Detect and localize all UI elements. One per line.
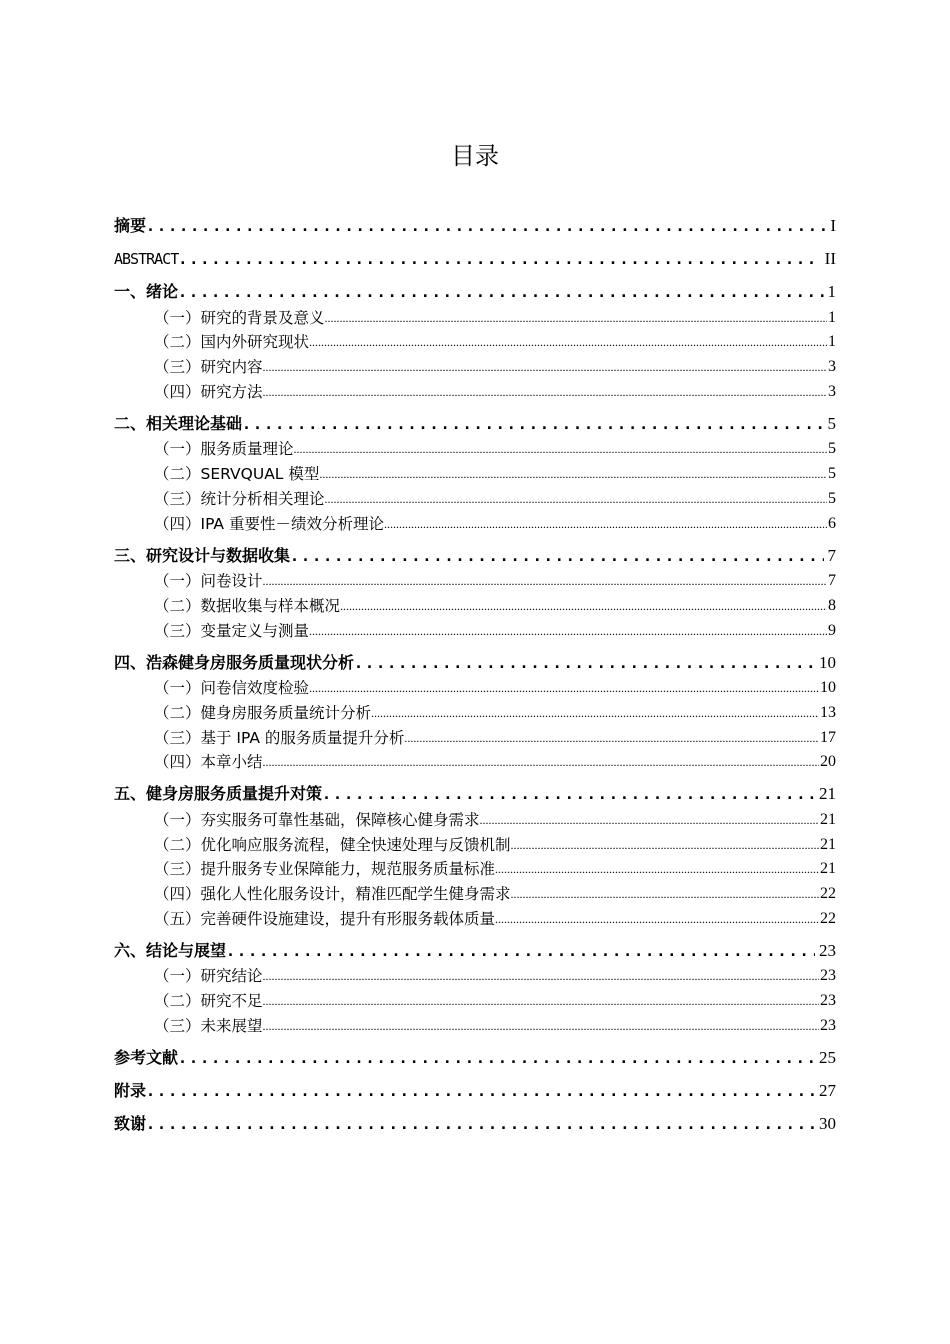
toc-entry-label: 一、绪论 bbox=[114, 282, 179, 301]
toc-entry-label: （四）研究方法 bbox=[154, 382, 263, 401]
toc-leader-dots bbox=[340, 595, 827, 617]
toc-entry-section[interactable] bbox=[114, 568, 836, 593]
toc-entry-label: （三）未来展望 bbox=[154, 1016, 263, 1035]
toc-entry-page: 9 bbox=[827, 620, 836, 642]
toc-leader-dots bbox=[146, 215, 826, 237]
toc-entry-page: 6 bbox=[827, 513, 836, 535]
toc-leader-dots bbox=[146, 1080, 815, 1102]
toc-entry-page: 5 bbox=[827, 438, 836, 460]
toc-entry-page: 23 bbox=[819, 990, 836, 1012]
toc-leader-dots bbox=[404, 727, 819, 749]
toc-entry-section[interactable] bbox=[114, 856, 836, 881]
toc-entry-page: 21 bbox=[815, 783, 836, 805]
toc-entry-page: 10 bbox=[815, 652, 836, 674]
toc-entry-section[interactable] bbox=[114, 304, 836, 329]
toc-entry-acknowledgements[interactable] bbox=[114, 1103, 836, 1136]
toc-entry-page: 5 bbox=[827, 463, 836, 485]
toc-entry-label: 三、研究设计与数据收集 bbox=[114, 545, 291, 565]
toc-entry-page: 21 bbox=[819, 858, 836, 880]
toc-leader-dots bbox=[309, 331, 827, 353]
toc-entry-label: （三）变量定义与测量 bbox=[154, 621, 310, 640]
toc-entry-label: （一）问卷信效度检验 bbox=[154, 679, 310, 698]
toc-entry-page: 13 bbox=[819, 702, 836, 724]
toc-entry-page: 21 bbox=[819, 809, 836, 831]
toc-entry-page: 21 bbox=[819, 834, 836, 856]
toc-leader-dots bbox=[511, 834, 819, 856]
toc-entry-references[interactable] bbox=[114, 1037, 836, 1070]
toc-entry-label: 附录 bbox=[114, 1080, 147, 1100]
toc-entry-page: 23 bbox=[819, 965, 836, 987]
toc-entry-section[interactable] bbox=[114, 485, 836, 510]
toc-leader-dots bbox=[178, 1047, 815, 1069]
toc-entry-chapter-6[interactable] bbox=[114, 930, 836, 963]
toc-entry-label: （一）问卷设计 bbox=[154, 572, 263, 591]
toc-entry-label: （一）服务质量理论 bbox=[154, 440, 294, 459]
toc-entry-chapter-5[interactable] bbox=[114, 773, 836, 806]
toc-entry-chapter-2[interactable] bbox=[114, 403, 836, 436]
toc-entry-chapter-3[interactable] bbox=[114, 535, 836, 568]
toc-entry-section[interactable] bbox=[114, 699, 836, 724]
toc-leader-dots bbox=[309, 620, 827, 642]
toc-leader-dots bbox=[495, 858, 819, 880]
toc-leader-dots bbox=[263, 990, 819, 1012]
toc-entry-label: （四）强化人性化服务设计，精准匹配学生健身需求 bbox=[154, 885, 511, 904]
toc-entry-page: 7 bbox=[824, 545, 837, 567]
toc-entry-section[interactable] bbox=[114, 675, 836, 700]
toc-entry-page: II bbox=[821, 248, 836, 270]
toc-leader-dots bbox=[263, 570, 827, 592]
toc-entry-label: （四）本章小结 bbox=[154, 753, 263, 772]
toc-entry-page: 5 bbox=[827, 488, 836, 510]
toc-entry-page: 8 bbox=[827, 595, 836, 617]
toc-entry-label: 致谢 bbox=[114, 1113, 147, 1133]
toc-entry-label: （二）数据收集与样本概况 bbox=[154, 596, 341, 615]
toc-leader-dots bbox=[322, 783, 815, 805]
toc-entry-section[interactable] bbox=[114, 617, 836, 642]
toc-entry-label: 参考文献 bbox=[114, 1047, 179, 1067]
toc-entry-label: 二、相关理论基础 bbox=[114, 413, 243, 433]
toc-entry-label: （二）优化响应服务流程，健全快速处理与反馈机制 bbox=[154, 835, 511, 854]
toc-entry-label: （二）SERVQUAL 模型 bbox=[154, 465, 320, 484]
table-of-contents bbox=[114, 205, 836, 1136]
toc-entry-label: （三）基于 IPA 的服务质量提升分析 bbox=[154, 728, 405, 747]
toc-leader-dots bbox=[263, 381, 827, 403]
toc-entry-label: 四、浩森健身房服务质量现状分析 bbox=[114, 652, 355, 672]
toc-leader-dots bbox=[263, 751, 819, 773]
toc-entry-section[interactable] bbox=[114, 510, 836, 535]
toc-entry-page: 20 bbox=[819, 751, 836, 773]
toc-entry-section[interactable] bbox=[114, 460, 836, 485]
toc-entry-page: 23 bbox=[815, 940, 836, 962]
toc-entry-section[interactable] bbox=[114, 724, 836, 749]
toc-leader-dots bbox=[263, 1015, 819, 1037]
toc-leader-dots bbox=[495, 908, 819, 930]
toc-entry-page: 1 bbox=[827, 331, 836, 353]
toc-entry-page: 5 bbox=[824, 413, 837, 435]
toc-entry-section[interactable] bbox=[114, 905, 836, 930]
toc-leader-dots bbox=[480, 809, 819, 831]
toc-entry-section[interactable] bbox=[114, 880, 836, 905]
toc-entry-page: 23 bbox=[819, 1015, 836, 1037]
toc-entry-page: I bbox=[826, 215, 836, 237]
toc-entry-abstract-cn[interactable] bbox=[114, 205, 836, 238]
toc-entry-page: 17 bbox=[819, 727, 836, 749]
toc-entry-label: （二）健身房服务质量统计分析 bbox=[154, 703, 372, 722]
toc-leader-dots bbox=[242, 413, 823, 435]
toc-leader-dots bbox=[354, 652, 815, 674]
toc-entry-page: 10 bbox=[819, 677, 836, 699]
toc-entry-label: （二）国内外研究现状 bbox=[154, 333, 310, 352]
toc-entry-abstract-en[interactable] bbox=[114, 238, 836, 271]
toc-leader-dots bbox=[263, 356, 827, 378]
toc-entry-page: 25 bbox=[815, 1047, 836, 1069]
toc-leader-dots bbox=[146, 1113, 815, 1135]
toc-entry-label: 摘要 bbox=[114, 216, 147, 235]
toc-entry-section[interactable] bbox=[114, 806, 836, 831]
toc-entry-label: （一）研究的背景及意义 bbox=[154, 308, 325, 327]
toc-leader-dots bbox=[290, 545, 823, 567]
toc-leader-dots bbox=[309, 677, 819, 699]
toc-leader-dots bbox=[325, 307, 827, 329]
toc-leader-dots bbox=[178, 248, 820, 270]
toc-entry-page: 30 bbox=[815, 1113, 836, 1135]
toc-entry-section[interactable] bbox=[114, 831, 836, 856]
toc-leader-dots bbox=[384, 513, 827, 535]
toc-leader-dots bbox=[263, 965, 819, 987]
toc-entry-section[interactable] bbox=[114, 1012, 836, 1037]
toc-leader-dots bbox=[178, 281, 823, 303]
toc-entry-page: 1 bbox=[827, 307, 836, 329]
toc-entry-label: 五、健身房服务质量提升对策 bbox=[114, 784, 323, 804]
toc-entry-page: 3 bbox=[827, 356, 836, 378]
toc-leader-dots bbox=[371, 702, 819, 724]
toc-entry-page: 1 bbox=[824, 281, 837, 303]
toc-entry-label: 六、结论与展望 bbox=[114, 940, 227, 960]
toc-entry-page: 22 bbox=[819, 883, 836, 905]
toc-entry-section[interactable] bbox=[114, 987, 836, 1012]
toc-entry-appendix[interactable] bbox=[114, 1070, 836, 1103]
toc-entry-section[interactable] bbox=[114, 329, 836, 354]
toc-entry-label: （二）研究不足 bbox=[154, 992, 263, 1011]
toc-entry-page: 3 bbox=[827, 381, 836, 403]
toc-entry-chapter-4[interactable] bbox=[114, 642, 836, 675]
toc-entry-section[interactable] bbox=[114, 436, 836, 461]
toc-leader-dots bbox=[226, 940, 815, 962]
toc-entry-section[interactable] bbox=[114, 749, 836, 774]
toc-entry-page: 7 bbox=[827, 570, 836, 592]
toc-entry-label: （三）研究内容 bbox=[154, 358, 263, 377]
toc-entry-section[interactable] bbox=[114, 963, 836, 988]
toc-entry-page: 22 bbox=[819, 908, 836, 930]
toc-entry-page: 27 bbox=[815, 1080, 836, 1102]
toc-leader-dots bbox=[294, 438, 827, 460]
toc-entry-section[interactable] bbox=[114, 592, 836, 617]
toc-leader-dots bbox=[511, 883, 819, 905]
toc-entry-label: （三）提升服务专业保障能力，规范服务质量标准 bbox=[154, 860, 496, 879]
page-title: 目录 bbox=[451, 142, 499, 170]
toc-entry-label: （三）统计分析相关理论 bbox=[154, 489, 325, 508]
toc-entry-section[interactable] bbox=[114, 378, 836, 403]
toc-entry-chapter-1[interactable] bbox=[114, 271, 836, 304]
toc-entry-label: ABSTRACT bbox=[114, 250, 179, 268]
toc-entry-section[interactable] bbox=[114, 353, 836, 378]
toc-entry-label: （一）研究结论 bbox=[154, 967, 263, 986]
toc-entry-label: （四）IPA 重要性－绩效分析理论 bbox=[154, 514, 384, 533]
toc-leader-dots bbox=[325, 488, 827, 510]
toc-leader-dots bbox=[319, 463, 827, 485]
toc-entry-label: （五）完善硬件设施建设，提升有形服务载体质量 bbox=[154, 909, 496, 928]
toc-entry-label: （一）夯实服务可靠性基础，保障核心健身需求 bbox=[154, 811, 480, 829]
